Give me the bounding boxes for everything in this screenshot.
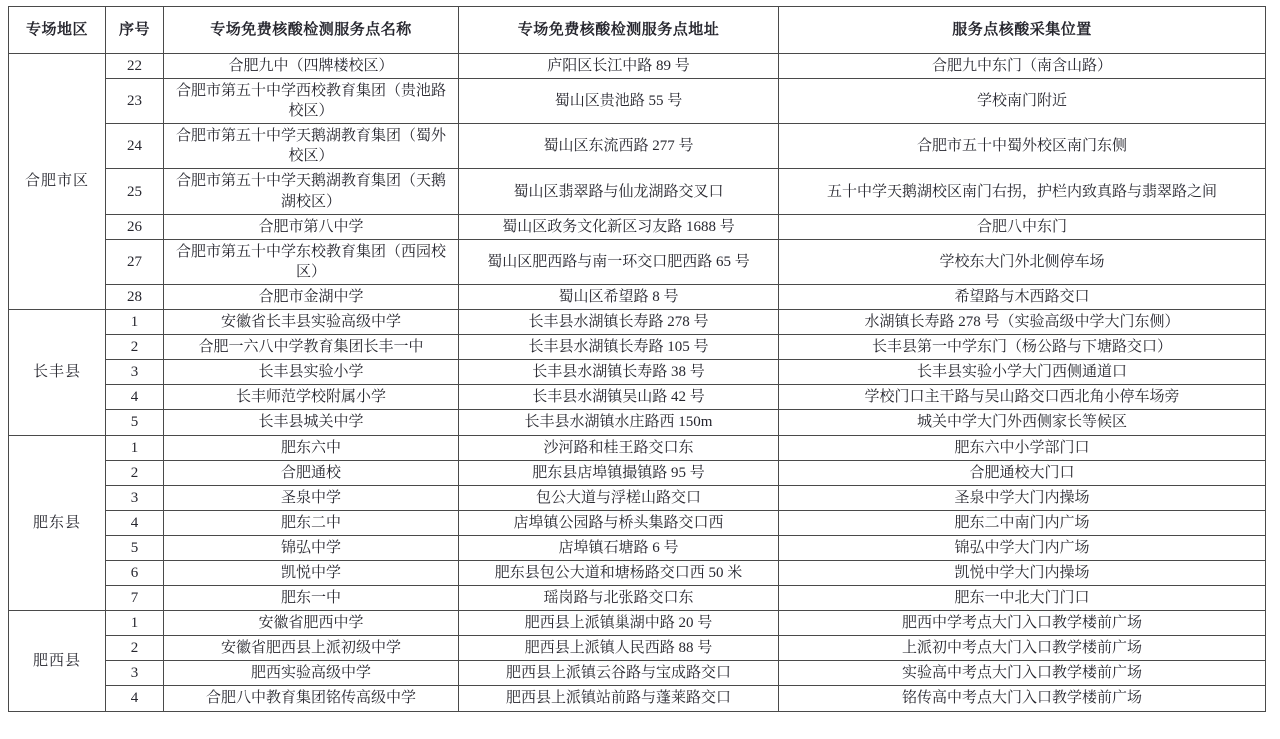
row-index-cell: 2 [106,460,164,485]
region-cell: 长丰县 [9,310,106,435]
site-name-cell: 安徽省长丰县实验高级中学 [164,310,459,335]
collection-location-cell: 长丰县实验小学大门西侧通道口 [779,360,1266,385]
collection-location-cell: 实验高中考点大门入口教学楼前广场 [779,661,1266,686]
site-address-cell: 长丰县水湖镇长寿路 105 号 [459,335,779,360]
site-address-cell: 包公大道与浮槎山路交口 [459,485,779,510]
site-name-cell: 肥西实验高级中学 [164,661,459,686]
collection-location-cell: 希望路与木西路交口 [779,284,1266,309]
site-name-cell: 长丰县城关中学 [164,410,459,435]
row-index-cell: 7 [106,586,164,611]
site-address-cell: 长丰县水湖镇长寿路 38 号 [459,360,779,385]
site-name-cell: 肥东六中 [164,435,459,460]
site-name-cell: 合肥市第五十中学西校教育集团（贵池路校区） [164,79,459,124]
table-row [9,214,1266,239]
collection-location-cell: 学校南门附近 [779,79,1266,124]
row-index-cell: 4 [106,510,164,535]
row-index-cell: 28 [106,284,164,309]
site-name-cell: 安徽省肥西县上派初级中学 [164,636,459,661]
site-name-cell: 合肥市金湖中学 [164,284,459,309]
table-row [9,284,1266,309]
header-index: 序号 [106,7,164,54]
site-name-cell: 安徽省肥西中学 [164,611,459,636]
row-index-cell: 27 [106,239,164,284]
region-cell: 肥西县 [9,611,106,711]
collection-location-cell: 合肥八中东门 [779,214,1266,239]
collection-location-cell: 肥东一中北大门门口 [779,586,1266,611]
collection-location-cell: 凯悦中学大门内操场 [779,560,1266,585]
header-row [9,7,1266,54]
row-index-cell: 3 [106,485,164,510]
row-index-cell: 3 [106,661,164,686]
header-collection-location: 服务点核酸采集位置 [779,7,1266,54]
row-index-cell: 4 [106,686,164,711]
site-address-cell: 庐阳区长江中路 89 号 [459,54,779,79]
table-row [9,410,1266,435]
region-cell: 合肥市区 [9,54,106,310]
header-site-address: 专场免费核酸检测服务点地址 [459,7,779,54]
row-index-cell: 22 [106,54,164,79]
header-site-name: 专场免费核酸检测服务点名称 [164,7,459,54]
collection-location-cell: 五十中学天鹅湖校区南门右拐，护栏内致真路与翡翠路之间 [779,169,1266,214]
table-header [9,7,1266,54]
site-address-cell: 蜀山区翡翠路与仙龙湖路交叉口 [459,169,779,214]
row-index-cell: 26 [106,214,164,239]
site-address-cell: 店埠镇石塘路 6 号 [459,535,779,560]
collection-location-cell: 合肥九中东门（南含山路） [779,54,1266,79]
row-index-cell: 3 [106,360,164,385]
collection-location-cell: 合肥通校大门口 [779,460,1266,485]
site-name-cell: 合肥市第五十中学天鹅湖教育集团（天鹅湖校区） [164,169,459,214]
collection-location-cell: 肥东六中小学部门口 [779,435,1266,460]
site-name-cell: 圣泉中学 [164,485,459,510]
collection-location-cell: 铭传高中考点大门入口教学楼前广场 [779,686,1266,711]
site-address-cell: 沙河路和桂王路交口东 [459,435,779,460]
row-index-cell: 5 [106,535,164,560]
region-cell: 肥东县 [9,435,106,611]
collection-location-cell: 上派初中考点大门入口教学楼前广场 [779,636,1266,661]
collection-location-cell: 水湖镇长寿路 278 号（实验高级中学大门东侧） [779,310,1266,335]
site-name-cell: 合肥市第五十中学东校教育集团（西园校区） [164,239,459,284]
row-index-cell: 23 [106,79,164,124]
site-name-cell: 长丰师范学校附属小学 [164,385,459,410]
table-row [9,124,1266,169]
site-name-cell: 合肥市第五十中学天鹅湖教育集团（蜀外校区） [164,124,459,169]
site-name-cell: 锦弘中学 [164,535,459,560]
site-address-cell: 肥西县上派镇云谷路与宝成路交口 [459,661,779,686]
row-index-cell: 4 [106,385,164,410]
collection-location-cell: 肥东二中南门内广场 [779,510,1266,535]
site-name-cell: 合肥八中教育集团铭传高级中学 [164,686,459,711]
site-name-cell: 肥东一中 [164,586,459,611]
site-address-cell: 瑶岗路与北张路交口东 [459,586,779,611]
table-row [9,485,1266,510]
site-address-cell: 蜀山区希望路 8 号 [459,284,779,309]
collection-location-cell: 学校东大门外北侧停车场 [779,239,1266,284]
table-row [9,310,1266,335]
collection-location-cell: 合肥市五十中蜀外校区南门东侧 [779,124,1266,169]
table-row [9,560,1266,585]
row-index-cell: 1 [106,611,164,636]
site-name-cell: 合肥一六八中学教育集团长丰一中 [164,335,459,360]
collection-location-cell: 肥西中学考点大门入口教学楼前广场 [779,611,1266,636]
table-row [9,54,1266,79]
site-address-cell: 蜀山区政务文化新区习友路 1688 号 [459,214,779,239]
table-row [9,460,1266,485]
collection-location-cell: 锦弘中学大门内广场 [779,535,1266,560]
row-index-cell: 2 [106,335,164,360]
testing-sites-table [8,6,1266,712]
row-index-cell: 1 [106,435,164,460]
table-body [9,54,1266,712]
site-address-cell: 店埠镇公园路与桥头集路交口西 [459,510,779,535]
site-address-cell: 长丰县水湖镇水庄路西 150m [459,410,779,435]
table-row [9,79,1266,124]
site-name-cell: 合肥市第八中学 [164,214,459,239]
table-row [9,686,1266,711]
row-index-cell: 1 [106,310,164,335]
table-row [9,360,1266,385]
table-row [9,636,1266,661]
site-name-cell: 肥东二中 [164,510,459,535]
site-address-cell: 蜀山区肥西路与南一环交口肥西路 65 号 [459,239,779,284]
row-index-cell: 2 [106,636,164,661]
table-row [9,611,1266,636]
site-name-cell: 长丰县实验小学 [164,360,459,385]
row-index-cell: 25 [106,169,164,214]
table-row [9,535,1266,560]
site-name-cell: 合肥通校 [164,460,459,485]
site-address-cell: 蜀山区贵池路 55 号 [459,79,779,124]
site-address-cell: 长丰县水湖镇长寿路 278 号 [459,310,779,335]
site-address-cell: 蜀山区东流西路 277 号 [459,124,779,169]
table-row [9,661,1266,686]
table-row [9,335,1266,360]
table-row [9,435,1266,460]
table-row [9,586,1266,611]
row-index-cell: 24 [106,124,164,169]
site-address-cell: 肥西县上派镇巢湖中路 20 号 [459,611,779,636]
row-index-cell: 6 [106,560,164,585]
table-row [9,239,1266,284]
row-index-cell: 5 [106,410,164,435]
table-row [9,510,1266,535]
collection-location-cell: 学校门口主干路与吴山路交口西北角小停车场旁 [779,385,1266,410]
site-name-cell: 凯悦中学 [164,560,459,585]
table-row [9,169,1266,214]
site-address-cell: 肥东县包公大道和塘杨路交口西 50 米 [459,560,779,585]
site-address-cell: 肥西县上派镇站前路与蓬莱路交口 [459,686,779,711]
collection-location-cell: 城关中学大门外西侧家长等候区 [779,410,1266,435]
collection-location-cell: 圣泉中学大门内操场 [779,485,1266,510]
table-row [9,385,1266,410]
site-name-cell: 合肥九中（四牌楼校区） [164,54,459,79]
site-address-cell: 肥西县上派镇人民西路 88 号 [459,636,779,661]
header-region: 专场地区 [9,7,106,54]
collection-location-cell: 长丰县第一中学东门（杨公路与下塘路交口） [779,335,1266,360]
site-address-cell: 肥东县店埠镇撮镇路 95 号 [459,460,779,485]
site-address-cell: 长丰县水湖镇吴山路 42 号 [459,385,779,410]
